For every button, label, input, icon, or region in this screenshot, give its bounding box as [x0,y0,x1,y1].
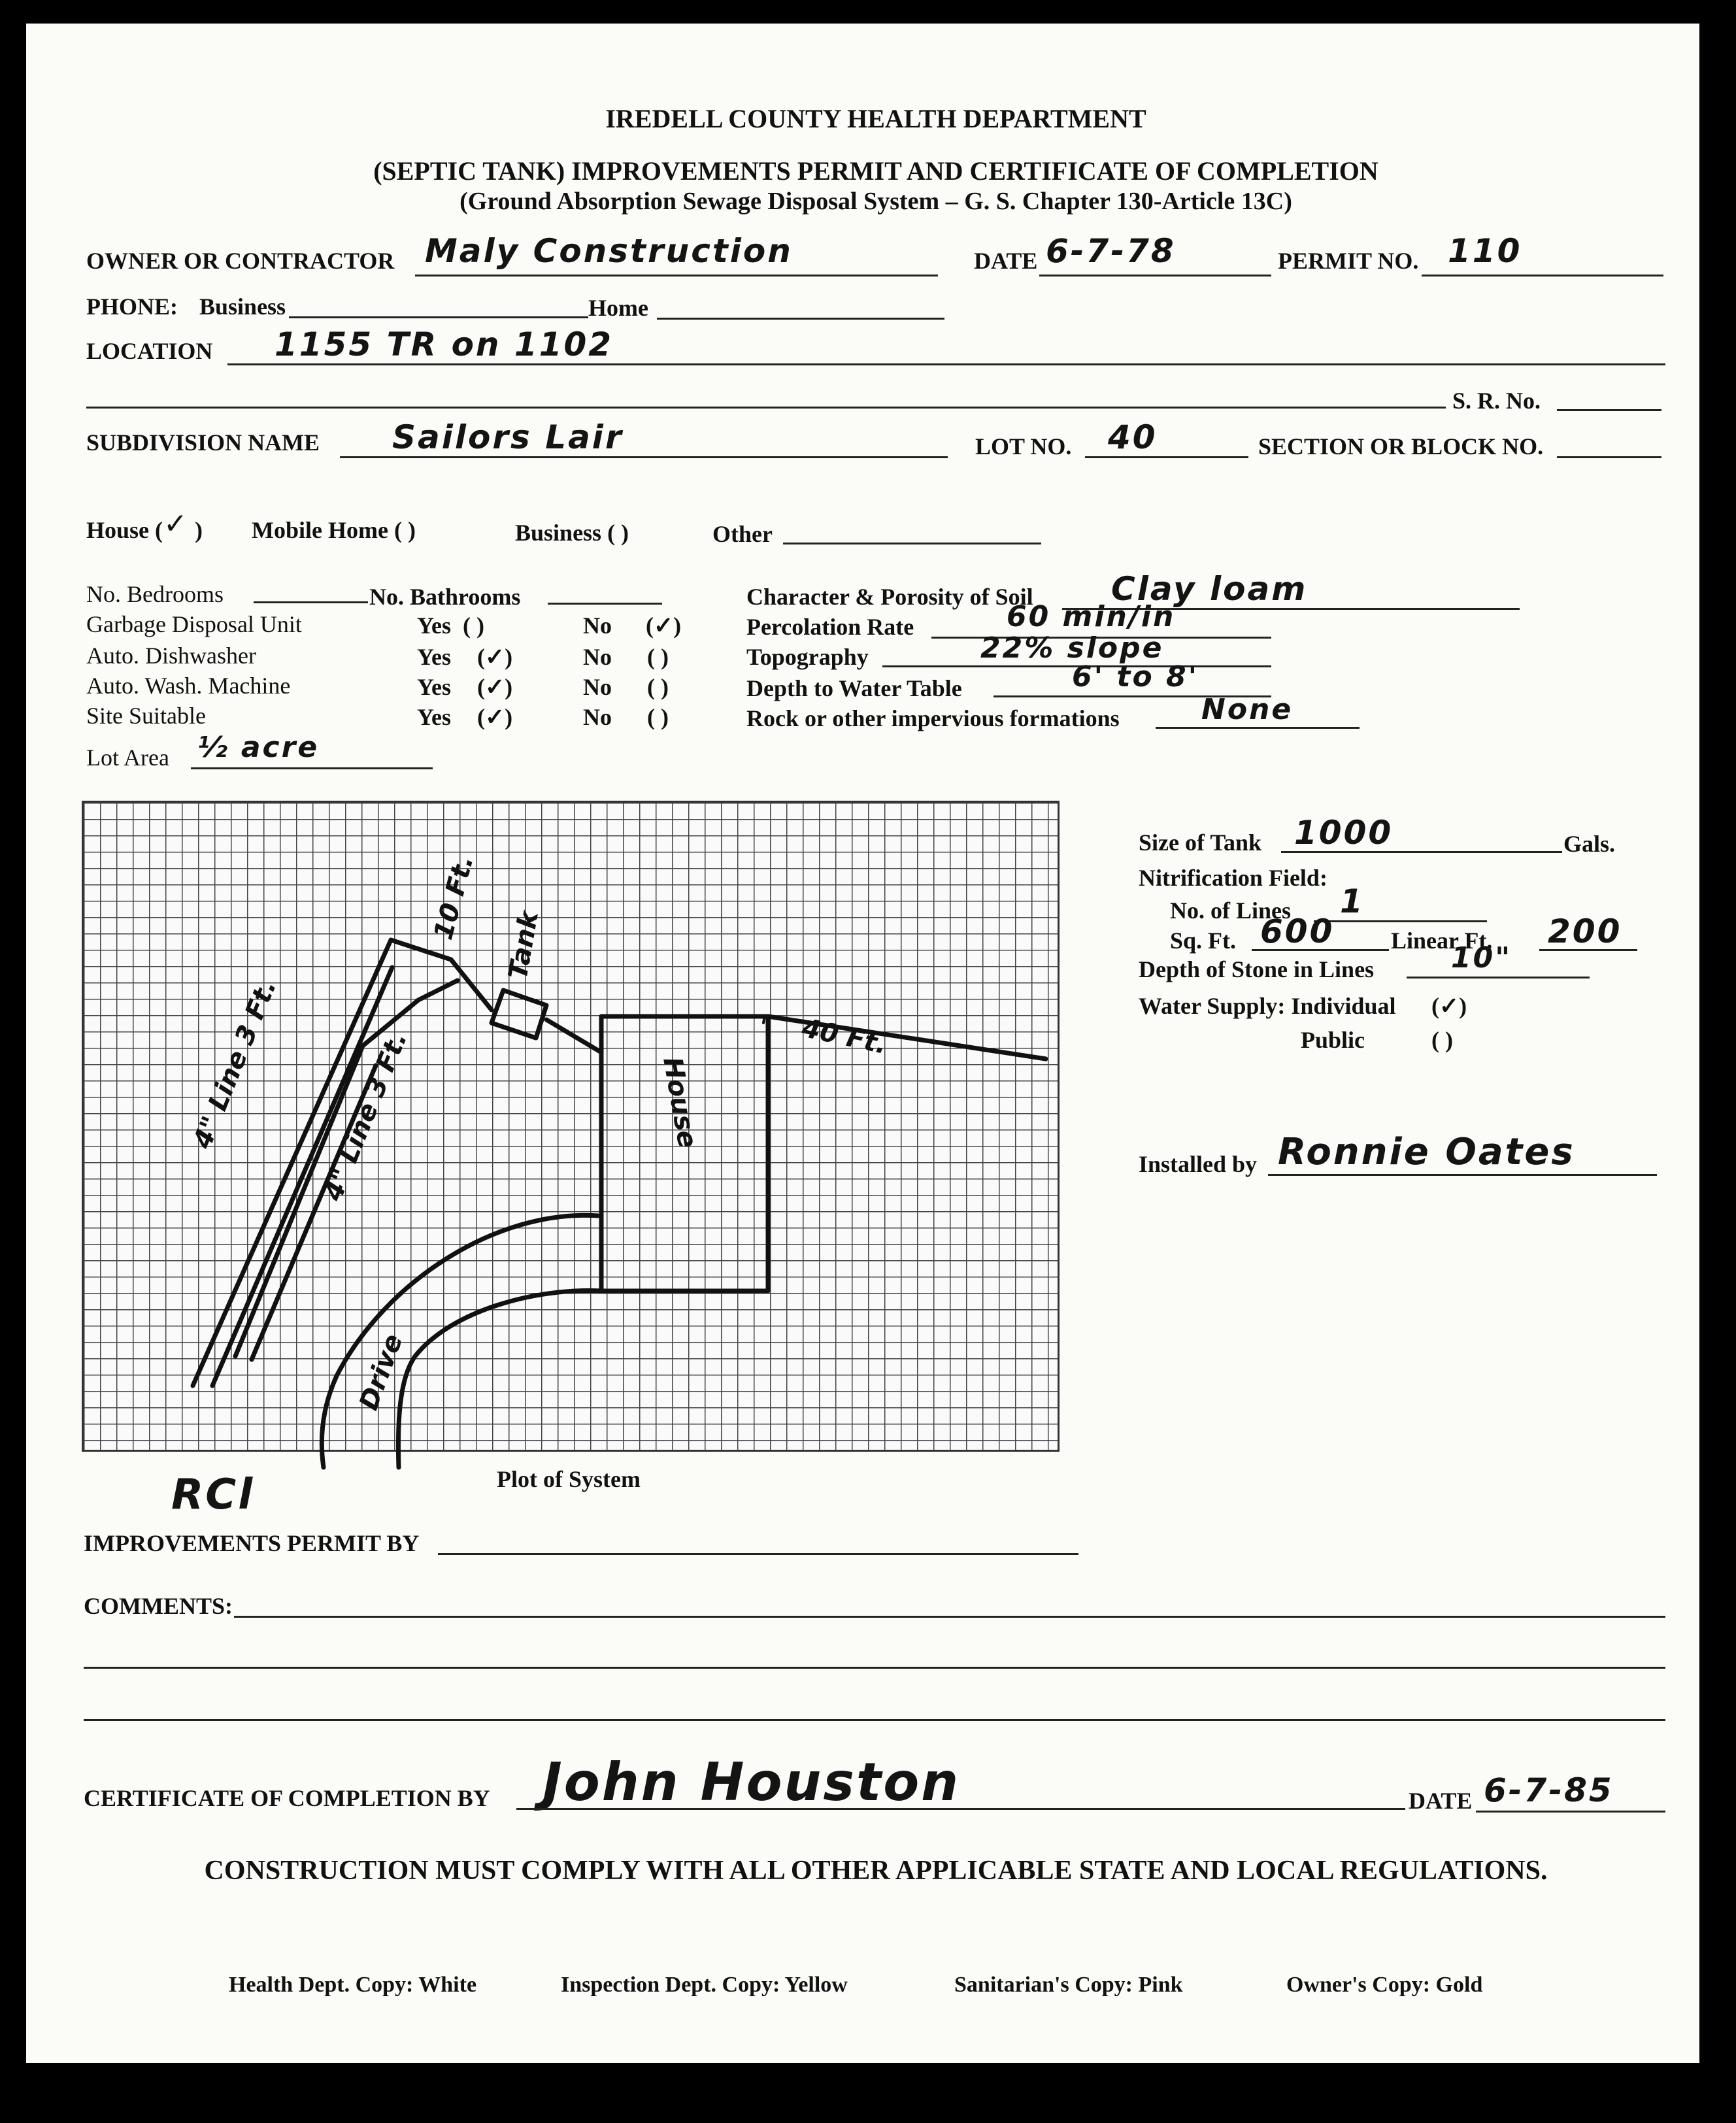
perc-rate-value[interactable]: 60 min/in [1007,600,1176,633]
nitrification-field-label: Nitrification Field: [1139,865,1327,891]
fixture-no-label: No [583,644,612,670]
form-subtitle: (Ground Absorption Sewage Disposal System – G. S. Chapter 130-Article 13C) [459,188,1292,215]
dishwasher-yes-box[interactable]: (✓) [477,644,513,670]
fixture-label-site-suitable: Site Suitable [86,703,206,729]
sketch-label-dimension: 40 Ft. [799,1012,890,1061]
fixture-no-label: No [583,704,612,730]
copy-inspection-dept: Inspection Dept. Copy: Yellow [561,1973,848,1997]
rock-label: Rock or other impervious formations [746,705,1120,731]
certificate-label: CERTIFICATE OF COMPLETION BY [84,1785,490,1811]
water-table-label: Depth to Water Table [746,675,962,701]
water-public-box[interactable]: ( ) [1431,1027,1453,1053]
comments-label: COMMENTS: [84,1593,233,1619]
sketch-label-line2: 4" Line 3 Ft. [318,1027,414,1205]
topography-value[interactable]: 22% slope [980,631,1164,665]
lines-count-label: No. of Lines [1170,897,1292,924]
permit-by-label: IMPROVEMENTS PERMIT BY [84,1530,420,1556]
site-suitable-no-box[interactable]: ( ) [647,704,669,730]
tank-size-unit: Gals. [1563,831,1616,857]
sketch-label-tank: Tank [503,909,545,982]
lot-label: LOT NO. [975,433,1072,460]
phone-label: PHONE: [86,293,178,320]
bedrooms-label: No. Bedrooms [86,581,224,607]
copy-health-dept: Health Dept. Copy: White [229,1973,477,1997]
installed-by-label: Installed by [1139,1151,1258,1177]
water-supply-label: Water Supply: Individual [1139,993,1396,1019]
owner-label: OWNER OR CONTRACTOR [86,248,395,274]
soil-character-value[interactable]: Clay loam [1111,570,1308,608]
fixture-no-label: No [583,612,612,639]
subdivision-value[interactable]: Sailors Lair [392,418,624,456]
fixture-label-wash-machine: Auto. Wash. Machine [86,673,291,699]
lot-area-label: Lot Area [86,744,169,771]
sketch-label-house: House [657,1054,703,1150]
form-title: (SEPTIC TANK) IMPROVEMENTS PERMIT AND CERTIFICATE OF COMPLETION [373,156,1378,186]
permit-by-initials[interactable]: RCl [171,1471,255,1519]
date-value[interactable]: 6-7-78 [1046,232,1176,270]
water-individual-box[interactable]: (✓) [1431,993,1467,1019]
sketch-label-line1: 4" Line 3 Ft. [187,975,283,1153]
water-public-label: Public [1301,1027,1365,1053]
fixture-label-dishwasher: Auto. Dishwasher [86,643,256,669]
topography-label: Topography [746,644,869,670]
bathrooms-label: No. Bathrooms [369,584,521,610]
lot-value[interactable]: 40 [1108,418,1158,456]
plot-caption: Plot of System [497,1466,641,1492]
plot-grid [82,801,1060,1452]
fixture-label-garbage: Garbage Disposal Unit [86,611,302,637]
rock-value[interactable]: None [1201,693,1294,726]
site-suitable-yes-box[interactable]: (✓) [477,704,513,730]
garbage-yes-box[interactable]: ( ) [463,612,484,639]
fixture-yes-label: Yes [417,612,451,639]
phone-business-label: Business [199,293,286,320]
permit-value[interactable]: 110 [1448,232,1522,270]
location-label: LOCATION [86,338,213,364]
sqft-label: Sq. Ft. [1170,928,1237,954]
house-label: House ( [86,517,163,543]
water-table-value[interactable]: 6' to 8' [1072,660,1199,694]
sqft-value[interactable]: 600 [1260,912,1335,950]
garbage-no-box[interactable]: (✓) [646,612,682,639]
other-label: Other [712,521,773,547]
fixture-yes-label: Yes [417,644,451,670]
linear-ft-label: Linear Ft. [1391,928,1493,954]
linear-ft-value[interactable]: 200 [1548,912,1622,950]
phone-home-label: Home [588,295,648,321]
business-option[interactable]: Business ( ) [515,520,629,546]
house-check[interactable]: ✓ [163,507,190,541]
compliance-notice: CONSTRUCTION MUST COMPLY WITH ALL OTHER APPLICABLE STATE AND LOCAL REGULATIONS. [204,1856,1548,1886]
sketch-label-distance: 10 Ft. [428,852,480,943]
department-title: IREDELL COUNTY HEALTH DEPARTMENT [605,104,1146,133]
soil-character-label: Character & Porosity of Soil [746,584,1033,610]
stone-depth-value[interactable]: 10" [1451,941,1512,975]
date-label: DATE [974,248,1038,274]
tank-size-value[interactable]: 1000 [1294,814,1394,852]
stone-depth-label: Depth of Stone in Lines [1139,956,1375,982]
wash-machine-no-box[interactable]: ( ) [647,674,669,700]
tank-size-label: Size of Tank [1139,829,1262,856]
subdivision-label: SUBDIVISION NAME [86,429,320,456]
wash-machine-yes-box[interactable]: (✓) [477,674,513,700]
copy-sanitarian: Sanitarian's Copy: Pink [954,1973,1183,1997]
copy-owner: Owner's Copy: Gold [1286,1973,1483,1997]
lines-count-value[interactable]: 1 [1340,882,1365,920]
lot-area-value[interactable]: ½ acre [197,731,320,764]
sketch-label-drive: Drive [354,1330,409,1414]
fixture-yes-label: Yes [417,704,451,730]
house-close: ) [195,517,203,543]
permit-label: PERMIT NO. [1278,248,1419,274]
dishwasher-no-box[interactable]: ( ) [647,644,669,670]
owner-value[interactable]: Maly Construction [425,232,793,270]
perc-rate-label: Percolation Rate [746,614,914,640]
mobile-home-option[interactable]: Mobile Home ( ) [252,517,416,543]
location-value[interactable]: 1155 TR on 1102 [275,326,614,363]
certificate-signature[interactable]: John Houston [542,1752,961,1813]
fixture-no-label: No [583,674,612,700]
installed-by-value[interactable]: Ronnie Oates [1278,1131,1575,1173]
section-label: SECTION OR BLOCK NO. [1258,433,1544,460]
certificate-date-value[interactable]: 6-7-85 [1484,1771,1614,1809]
certificate-date-label: DATE [1409,1788,1473,1814]
fixture-yes-label: Yes [417,674,451,700]
sr-label: S. R. No. [1452,388,1541,414]
